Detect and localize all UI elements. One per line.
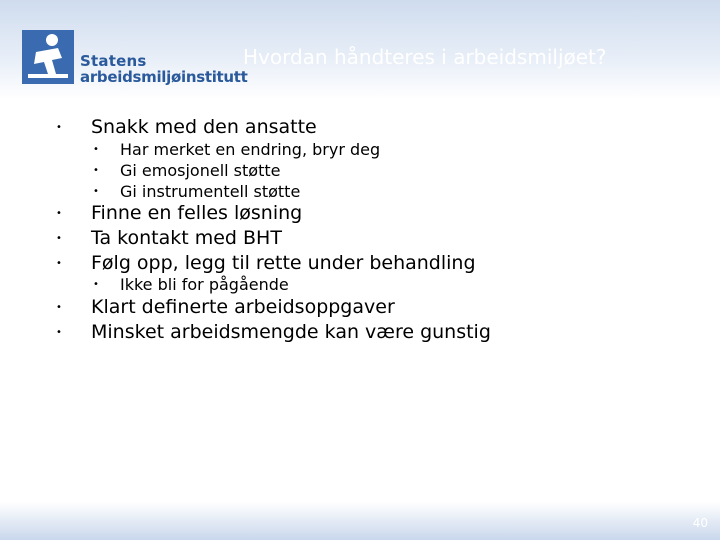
bullet-text: Klart definerte arbeidsoppgaver bbox=[91, 296, 395, 318]
bullet-marker: • bbox=[56, 233, 62, 244]
bullet-text: Minsket arbeidsmengde kan være gunstig bbox=[91, 321, 491, 343]
stami-logo-icon bbox=[22, 30, 74, 84]
bullet-marker: • bbox=[56, 258, 62, 269]
page-number: 40 bbox=[692, 516, 708, 530]
bullet-marker: • bbox=[93, 279, 99, 290]
bullet-marker: • bbox=[56, 327, 62, 338]
bullet-marker: • bbox=[93, 144, 99, 155]
slide-title: Hvordan håndteres i arbeidsmiljøet? bbox=[243, 45, 607, 69]
bullet-marker: • bbox=[56, 122, 62, 133]
bullet-text: Finne en felles løsning bbox=[91, 202, 303, 224]
bullet-text: Har merket en endring, bryr deg bbox=[120, 140, 381, 159]
stami-logo bbox=[22, 30, 248, 86]
logo-text-statens: Statens bbox=[80, 52, 147, 70]
bullet-marker: • bbox=[56, 302, 62, 313]
logo-text-institute: arbeidsmiljøinstitutt bbox=[80, 68, 248, 86]
bullet-text: Følg opp, legg til rette under behandling bbox=[91, 252, 476, 274]
bullet-text: Snakk med den ansatte bbox=[91, 116, 317, 138]
header-band bbox=[0, 0, 720, 100]
footer-band bbox=[0, 502, 720, 540]
bullet-marker: • bbox=[93, 186, 99, 197]
bullet-marker: • bbox=[56, 208, 62, 219]
bullet-text: Gi instrumentell støtte bbox=[120, 182, 301, 201]
bullet-text: Ikke bli for pågående bbox=[120, 275, 289, 294]
bullet-text: Gi emosjonell støtte bbox=[120, 161, 281, 180]
bullet-text: Ta kontakt med BHT bbox=[91, 227, 282, 249]
bullet-marker: • bbox=[93, 165, 99, 176]
